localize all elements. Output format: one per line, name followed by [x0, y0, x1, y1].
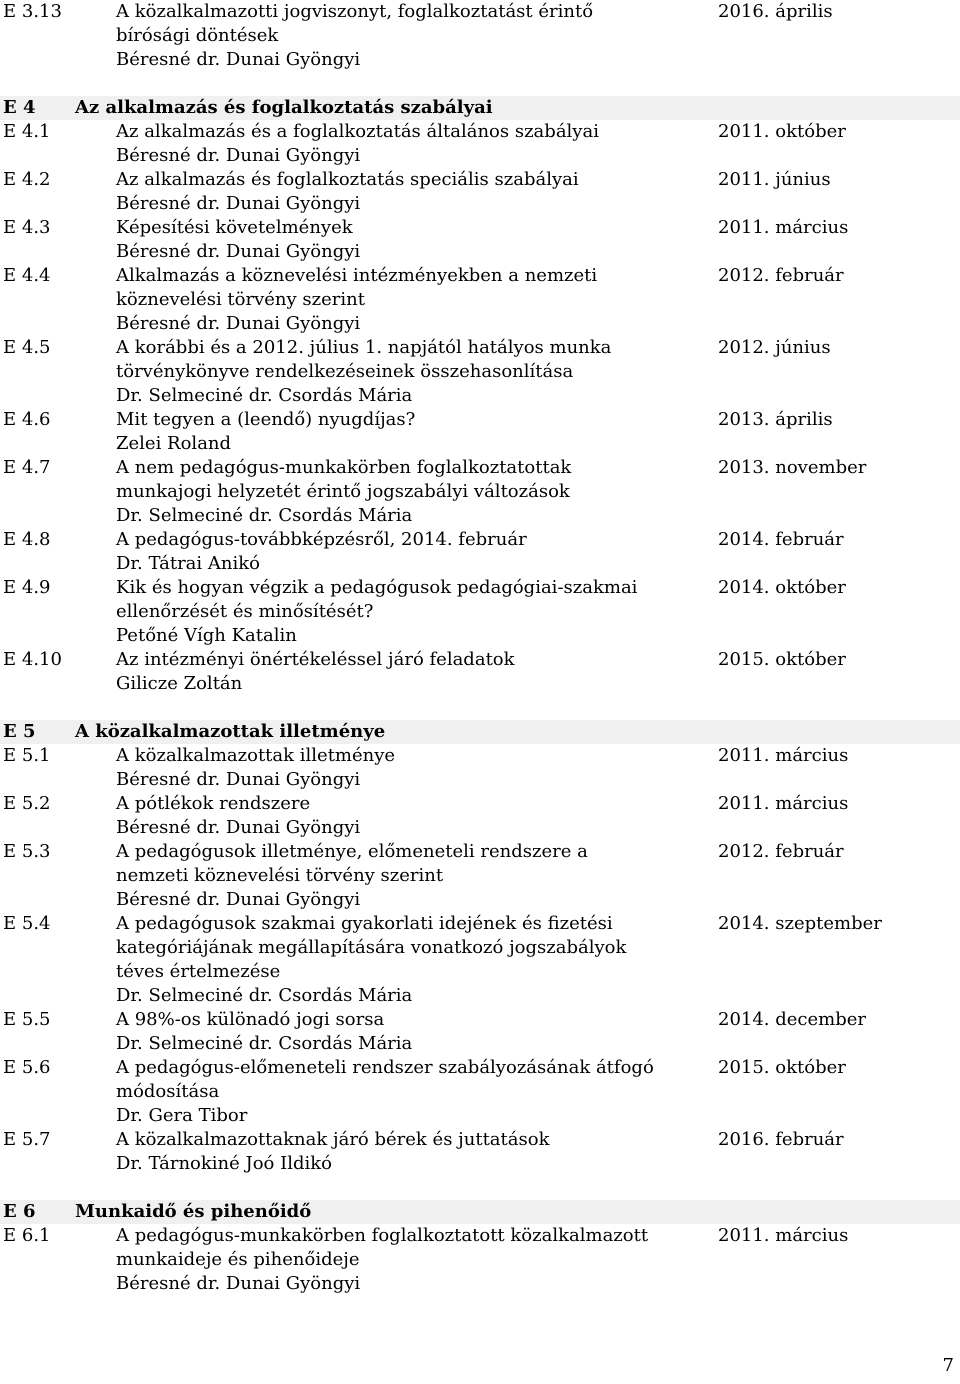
entry-code: E 3.13	[3, 1, 62, 22]
entry-date: 2015. október	[718, 649, 846, 670]
section-heading	[0, 1200, 960, 1224]
entry-body	[116, 168, 718, 216]
entry-code: E 4.6	[3, 409, 51, 430]
entry-code: E 4.7	[3, 457, 51, 478]
entry-author: Béresné dr. Dunai Gyöngyi	[116, 769, 361, 790]
toc-entry	[0, 528, 960, 576]
entry-body	[116, 528, 718, 576]
section-spacer	[0, 696, 960, 720]
entry-author: Béresné dr. Dunai Gyöngyi	[116, 241, 361, 262]
entry-code: E 5.5	[3, 1009, 51, 1030]
entry-title-line: téves értelmezése	[116, 961, 281, 982]
entry-date: 2016. április	[718, 1, 833, 22]
entry-author: Dr. Gera Tibor	[116, 1105, 248, 1126]
entry-title-line: A pedagógusok illetménye, előmeneteli rendszere a	[116, 841, 588, 862]
entry-date: 2013. április	[718, 409, 833, 430]
section-heading	[0, 96, 960, 120]
entry-body	[116, 648, 718, 696]
entry-title-line: köznevelési törvény szerint	[116, 289, 365, 310]
entry-date: 2013. november	[718, 457, 867, 478]
entry-title-line: A korábbi és a 2012. július 1. napjától hatályos munka	[116, 337, 612, 358]
toc-entry	[0, 1056, 960, 1128]
entry-title-line: Alkalmazás a köznevelési intézményekben a nemzeti	[116, 265, 598, 286]
entry-title-line: Az alkalmazás és foglalkoztatás speciális szabályai	[116, 169, 579, 190]
entry-body	[116, 264, 718, 336]
entry-body	[116, 1128, 718, 1176]
page-number: 7	[942, 1355, 954, 1376]
entry-date: 2011. március	[718, 217, 849, 238]
entry-author: Béresné dr. Dunai Gyöngyi	[116, 145, 361, 166]
entry-date: 2016. február	[718, 1129, 844, 1150]
section-title: Munkaidő és pihenőidő	[75, 1201, 312, 1222]
entry-title-line: nemzeti köznevelési törvény szerint	[116, 865, 444, 886]
entry-title-line: A pedagógus-munkakörben foglalkoztatott közalkalmazott	[116, 1225, 649, 1246]
entry-title-line: A pótlékok rendszere	[116, 793, 311, 814]
toc-entry	[0, 1224, 960, 1296]
entry-title-line: módosítása	[116, 1081, 220, 1102]
entry-code: E 4.9	[3, 577, 51, 598]
entry-title-line: Mit tegyen a (leendő) nyugdíjas?	[116, 409, 416, 430]
entry-date: 2014. október	[718, 577, 846, 598]
entry-title-line: A pedagógus-előmeneteli rendszer szabályozásának átfogó	[116, 1057, 654, 1078]
section-code: E 6	[3, 1201, 36, 1222]
entry-author: Béresné dr. Dunai Gyöngyi	[116, 193, 361, 214]
section-spacer	[0, 1176, 960, 1200]
entry-body	[116, 840, 718, 912]
entry-title-line: munkajogi helyzetét érintő jogszabályi változások	[116, 481, 570, 502]
entry-body	[116, 1224, 718, 1296]
toc-entry	[0, 1008, 960, 1056]
entry-body	[116, 744, 718, 792]
entry-title-line: törvénykönyve rendelkezéseinek összehasonlítása	[116, 361, 574, 382]
toc-entry	[0, 216, 960, 264]
entry-title-line: A pedagógus-továbbképzésről, 2014. február	[116, 529, 527, 550]
entry-body	[116, 792, 718, 840]
entry-author: Dr. Selmeciné dr. Csordás Mária	[116, 1033, 413, 1054]
entry-date: 2011. június	[718, 169, 831, 190]
entry-title-line: A közalkalmazottaknak járó bérek és juttatások	[116, 1129, 550, 1150]
toc-entry	[0, 576, 960, 648]
entry-date: 2011. március	[718, 1225, 849, 1246]
entry-author: Béresné dr. Dunai Gyöngyi	[116, 1273, 361, 1294]
entry-code: E 5.2	[3, 793, 51, 814]
entry-date: 2014. szeptember	[718, 913, 882, 934]
section-spacer	[0, 72, 960, 96]
entry-code: E 4.8	[3, 529, 51, 550]
entry-title-line: bírósági döntések	[116, 25, 279, 46]
entry-title-line: A közalkalmazottak illetménye	[116, 745, 396, 766]
section-title: Az alkalmazás és foglalkoztatás szabályai	[75, 97, 493, 118]
entry-title-line: Az intézményi önértékeléssel járó feladatok	[116, 649, 515, 670]
entry-author: Zelei Roland	[116, 433, 232, 454]
entry-title-line: Az alkalmazás és a foglalkoztatás általános szabályai	[116, 121, 599, 142]
entry-author: Béresné dr. Dunai Gyöngyi	[116, 889, 361, 910]
entry-body	[116, 576, 718, 648]
entry-code: E 4.4	[3, 265, 51, 286]
entry-title-line: kategóriájának megállapítására vonatkozó jogszabályok	[116, 937, 627, 958]
section-code: E 5	[3, 721, 36, 742]
entry-author: Dr. Selmeciné dr. Csordás Mária	[116, 985, 413, 1006]
entry-title-line: munkaideje és pihenőideje	[116, 1249, 360, 1270]
entry-author: Gilicze Zoltán	[116, 673, 243, 694]
entry-body	[116, 336, 718, 408]
toc-entry	[0, 120, 960, 168]
entry-date: 2011. március	[718, 793, 849, 814]
entry-title-line: A közalkalmazotti jogviszonyt, foglalkoztatást érintő	[116, 1, 594, 22]
entry-date: 2014. december	[718, 1009, 867, 1030]
entry-author: Petőné Vígh Katalin	[116, 625, 297, 646]
entry-code: E 5.6	[3, 1057, 51, 1078]
toc-entry	[0, 0, 960, 72]
toc-entry	[0, 168, 960, 216]
entry-title-line: Kik és hogyan végzik a pedagógusok pedagógiai-szakmai	[116, 577, 638, 598]
entry-body	[116, 456, 718, 528]
entry-code: E 5.4	[3, 913, 51, 934]
entry-author: Dr. Selmeciné dr. Csordás Mária	[116, 505, 413, 526]
entry-author: Béresné dr. Dunai Gyöngyi	[116, 313, 361, 334]
section-title: A közalkalmazottak illetménye	[75, 721, 386, 742]
entry-title-line: A 98%-os különadó jogi sorsa	[116, 1009, 385, 1030]
toc-entry	[0, 1128, 960, 1176]
entry-code: E 5.1	[3, 745, 51, 766]
entry-code: E 4.5	[3, 337, 51, 358]
toc-entry	[0, 456, 960, 528]
entry-date: 2014. február	[718, 529, 844, 550]
entry-code: E 4.3	[3, 217, 51, 238]
toc-entry	[0, 912, 960, 1008]
entry-author: Béresné dr. Dunai Gyöngyi	[116, 817, 361, 838]
entry-code: E 4.10	[3, 649, 62, 670]
section-code: E 4	[3, 97, 36, 118]
entry-code: E 4.2	[3, 169, 51, 190]
entry-author: Dr. Tátrai Anikó	[116, 553, 260, 574]
entry-title-line: A pedagógusok szakmai gyakorlati idejének és fizetési	[116, 913, 613, 934]
entry-body	[116, 408, 718, 456]
entry-body	[116, 120, 718, 168]
entry-author: Dr. Selmeciné dr. Csordás Mária	[116, 385, 413, 406]
entry-body	[116, 1056, 718, 1128]
entry-title-line: Képesítési követelmények	[116, 217, 353, 238]
entry-body	[116, 0, 718, 72]
toc-entry	[0, 792, 960, 840]
toc-entry	[0, 336, 960, 408]
entry-code: E 5.3	[3, 841, 51, 862]
entry-date: 2015. október	[718, 1057, 846, 1078]
entry-title-line: A nem pedagógus-munkakörben foglalkoztatottak	[116, 457, 572, 478]
entry-code: E 4.1	[3, 121, 51, 142]
entry-date: 2011. március	[718, 745, 849, 766]
toc-entry	[0, 648, 960, 696]
entry-body	[116, 216, 718, 264]
entry-date: 2011. október	[718, 121, 846, 142]
section-heading	[0, 720, 960, 744]
entry-date: 2012. február	[718, 841, 844, 862]
entry-author: Béresné dr. Dunai Gyöngyi	[116, 49, 361, 70]
entry-date: 2012. június	[718, 337, 831, 358]
toc-entry	[0, 840, 960, 912]
entry-date: 2012. február	[718, 265, 844, 286]
entry-code: E 6.1	[3, 1225, 51, 1246]
entry-body	[116, 1008, 718, 1056]
entry-title-line: ellenőrzését és minősítését?	[116, 601, 374, 622]
toc-entry	[0, 408, 960, 456]
entry-code: E 5.7	[3, 1129, 51, 1150]
toc-entry	[0, 264, 960, 336]
toc-entry	[0, 744, 960, 792]
entry-author: Dr. Tárnokiné Joó Ildikó	[116, 1153, 333, 1174]
entry-body	[116, 912, 718, 1008]
